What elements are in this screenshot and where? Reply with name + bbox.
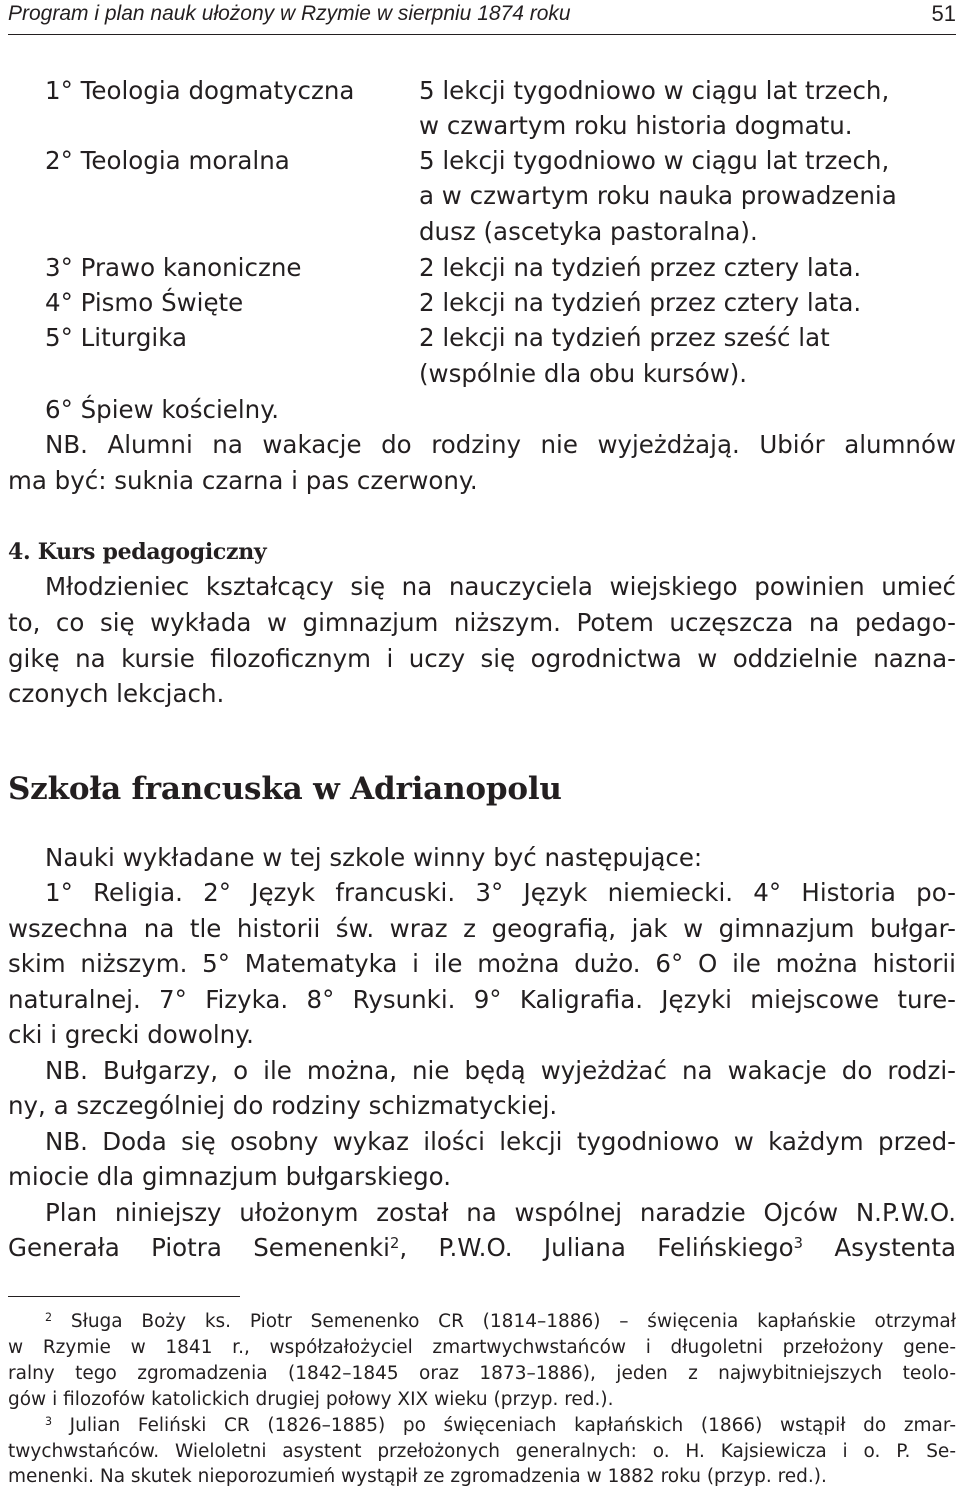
running-title: Program i plan nauk ułożony w Rzymie w sierpniu 1874 roku [8,2,571,25]
subject-name: 5° Liturgika [45,323,187,352]
footnote-line [45,1414,956,1438]
nb-lessons-line: NB. Doda się osobny wykaz ilości lekcji tygodniowo w każdym przed- [45,1127,956,1156]
subject-detail: w czwartym roku historia dogmatu. [419,111,853,140]
subject-detail: 2 lekcji na tydzień przez cztery lata. [419,253,862,282]
school-subjects-line: cki i grecki dowolny. [8,1020,254,1049]
plan-line [8,1233,956,1263]
footnote-line: w Rzymie w 1841 r., współzałożyciel zmartwychwstańców i długoletni przełożony gene- [8,1337,956,1358]
nb-bulgarians-line: NB. Bułgarzy, o ile można, nie będą wyjeżdżać na wakacje do rodzi- [45,1056,956,1085]
course-paragraph-line: gikę na kursie filozoficznym i uczy się ogrodnictwa w oddzielnie nazna- [8,644,956,673]
footnote-line: menenki. Na skutek nieporozumień wystąpił ze zgromadzenia w 1882 roku (przyp. red.). [8,1466,827,1487]
subject-name: 3° Prawo kanoniczne [45,253,302,282]
footnote-line: gów i filozofów katolickich drugiej połowy XIX wieku (przyp. red.). [8,1389,614,1410]
subject-detail: (wspólnie dla obu kursów). [419,359,748,388]
subject-name: 2° Teologia moralna [45,146,290,175]
nb-alumni-line: ma być: suknia czarna i pas czerwony. [8,466,478,495]
running-header [8,0,956,35]
course-paragraph-line: to, co się wykłada w gimnazjum niższym. Potem uczęszcza na pedago- [8,608,956,637]
nb-alumni-line: NB. Alumni na wakacje do rodziny nie wyjeżdżają. Ubiór alumnów [45,430,956,459]
nb-lessons-line: miocie dla gimnazjum bułgarskiego. [8,1162,451,1191]
plan-line: Plan niniejszy ułożonym został na wspólnej naradzie Ojców N.P.W.O. [45,1198,956,1227]
footnote-ref[interactable]: 2 [389,1234,400,1252]
nb-bulgarians-line: ny, a szczególniej do rodziny schizmatyckiej. [8,1091,558,1120]
footnote-ref[interactable]: 3 [793,1234,803,1252]
subject-detail: 5 lekcji tygodniowo w ciągu lat trzech, [419,76,890,105]
page-number: 51 [931,1,956,26]
plan-text: Asystenta [802,1233,956,1262]
subject-detail: 2 lekcji na tydzień przez cztery lata. [419,288,862,317]
plan-text: , P.W.O. Juliana Felińskiego [399,1233,794,1262]
subject-name: 1° Teologia dogmatyczna [45,76,355,105]
subject-name: 4° Pismo Święte [45,288,244,317]
school-subjects-line: naturalnej. 7° Fizyka. 8° Rysunki. 9° Kaligrafia. Języki miejscowe ture- [8,985,956,1014]
footnote-line: twychwstańców. Wieloletni asystent przełożonych generalnych: o. H. Kajsiewicza i o. P. Se- [8,1441,956,1462]
footnote-line [45,1310,956,1334]
footnote-marker: 3 [45,1414,53,1428]
school-subjects-line: skim niższym. 5° Matematyka i ile można dużo. 6° O ile można historii [8,949,956,978]
course-heading: 4. Kurs pedagogiczny [8,539,267,565]
section-title: Szkoła francuska w Adrianopolu [8,771,562,807]
school-subjects-line: wszechna na tle historii św. wraz z geografią, jak w gimnazjum bułgar- [8,914,956,943]
footnote-marker: 2 [45,1310,53,1324]
subject-detail: dusz (ascetyka pastoralna). [419,217,758,246]
subject-detail: 2 lekcji na tydzień przez sześć lat [419,323,830,352]
course-paragraph-line: czonych lekcjach. [8,679,225,708]
footnote-text: Sługa Boży ks. Piotr Semenenko CR (1814–1886) – święcenia kapłańskie otrzymał [52,1311,956,1332]
subject-detail: 5 lekcji tygodniowo w ciągu lat trzech, [419,146,890,175]
footnote-line: ralny tego zgromadzenia (1842–1845 oraz 1873–1886), jeden z najwybitniejszych teolo- [8,1363,956,1384]
subject-name: 6° Śpiew kościelny. [45,395,279,424]
school-intro: Nauki wykładane w tej szkole winny być następujące: [45,843,703,872]
plan-text: Generała Piotra Semenenki [8,1233,390,1262]
school-subjects-line: 1° Religia. 2° Język francuski. 3° Język niemiecki. 4° Historia po- [45,878,956,907]
footnote-text: Julian Feliński CR (1826–1885) po święceniach kapłańskich (1866) wstąpił do zmar- [52,1415,956,1436]
subject-detail: a w czwartym roku nauka prowadzenia [419,181,897,210]
course-paragraph-line: Młodzieniec kształcący się na nauczyciela wiejskiego powinien umieć [45,572,956,601]
footnote-rule [8,1296,240,1297]
